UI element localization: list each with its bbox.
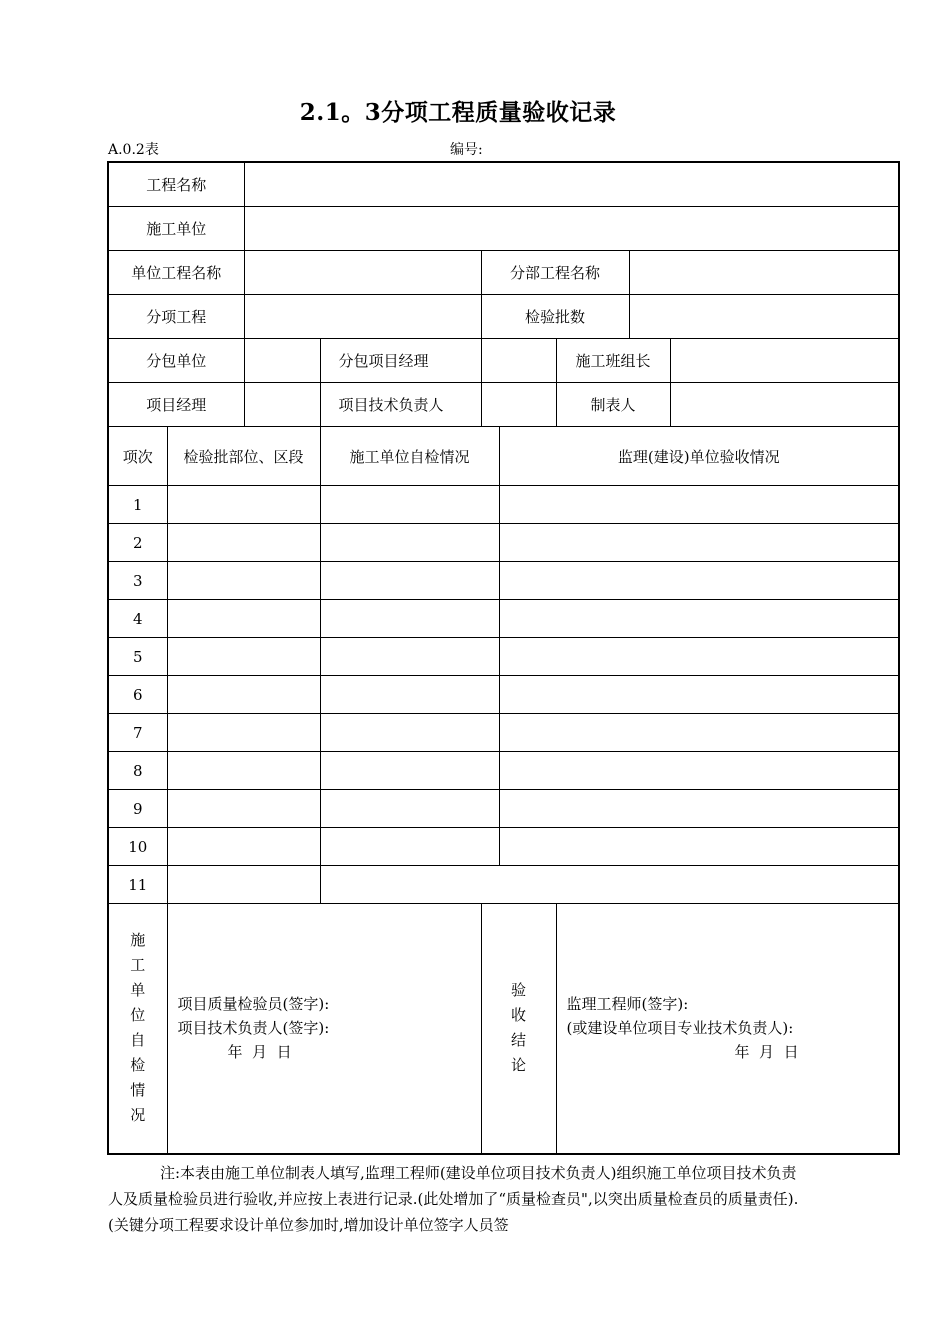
row-headers [108,427,899,486]
self-check-cell[interactable] [320,676,499,714]
item-no: 6 [108,676,167,714]
table-row [108,790,899,828]
table-row [108,676,899,714]
table-row [108,638,899,676]
item-no-header: 项次 [108,427,167,486]
supervision-cell[interactable] [499,638,899,676]
tech-lead-label: 项目技术负责人 [320,383,481,427]
crew-leader-field[interactable] [670,339,899,383]
subcontractor-label: 分包单位 [108,339,244,383]
self-check-cell[interactable] [320,562,499,600]
supervisor-signature-area[interactable] [556,904,899,1154]
table-row [108,752,899,790]
item-no: 3 [108,562,167,600]
supervision-cell[interactable] [499,600,899,638]
acceptance-conclusion-label: 验 收 结 论 [481,904,556,1154]
batch-location-cell[interactable] [167,752,320,790]
table-row [108,866,899,904]
row-pm [108,383,899,427]
contractor-signature-area[interactable] [167,904,481,1154]
table-row [108,714,899,752]
merged-check-cell[interactable] [320,866,899,904]
table-row [108,600,899,638]
owner-tech-lead-signature: (或建设单位项目专业技术负责人): [566,1019,794,1038]
batch-count-label: 检验批数 [481,295,629,339]
self-check-cell[interactable] [320,714,499,752]
table-row [108,524,899,562]
sub-division-name-field[interactable] [629,251,899,295]
item-no: 9 [108,790,167,828]
supervision-cell[interactable] [499,524,899,562]
self-check-header: 施工单位自检情况 [320,427,499,486]
supervision-cell[interactable] [499,562,899,600]
form-id: A.0.2表 [108,142,159,158]
self-check-cell[interactable] [320,524,499,562]
subcontractor-field[interactable] [244,339,320,383]
batch-location-cell[interactable] [167,562,320,600]
batch-location-cell[interactable] [167,714,320,752]
batch-location-cell[interactable] [167,638,320,676]
pm-label: 项目经理 [108,383,244,427]
supervision-cell[interactable] [499,486,899,524]
sub-division-name-label: 分部工程名称 [481,251,629,295]
preparer-field[interactable] [670,383,899,427]
project-name-field[interactable] [244,162,899,207]
item-no: 4 [108,600,167,638]
item-no: 11 [108,866,167,904]
batch-location-cell[interactable] [167,600,320,638]
item-no: 8 [108,752,167,790]
supervisor-signature: 监理工程师(签字): [566,995,689,1014]
contractor-label: 施工单位 [108,207,244,251]
batch-location-header: 检验批部位、区段 [167,427,320,486]
contractor-field[interactable] [244,207,899,251]
crew-leader-label: 施工班组长 [556,339,670,383]
tech-lead-field[interactable] [481,383,556,427]
sub-pm-label: 分包项目经理 [320,339,481,383]
supervisor-date: 年 月 日 [734,1043,799,1062]
quality-inspector-signature: 项目质量检验员(签字): [177,995,330,1014]
footnote: 注:本表由施工单位制表人填写,监理工程师(建设单位项目技术负责人)组织施工单位项目技术负责人及质量检验员进行验收,并应按上表进行记录.(此处增加了“质量检查员",以突出质量检查员的质量责任).(关键分项工程要求设计单位参加时,增加设计单位签字人员签 [108,1164,799,1234]
batch-location-cell[interactable] [167,676,320,714]
supervision-cell[interactable] [499,676,899,714]
self-check-cell[interactable] [320,600,499,638]
item-no: 10 [108,828,167,866]
inspection-record-table [107,161,900,1155]
sub-pm-field[interactable] [481,339,556,383]
project-name-label: 工程名称 [108,162,244,207]
sub-item-field[interactable] [244,295,481,339]
unit-project-name-label: 单位工程名称 [108,251,244,295]
self-check-side-label: 施 工 单 位 自 检 情 况 [108,904,167,1154]
batch-location-cell[interactable] [167,524,320,562]
self-check-cell[interactable] [320,828,499,866]
supervision-cell[interactable] [499,752,899,790]
pm-field[interactable] [244,383,320,427]
table-row [108,828,899,866]
batch-location-cell[interactable] [167,486,320,524]
item-no: 5 [108,638,167,676]
sub-item-label: 分项工程 [108,295,244,339]
row-sub-item [108,295,899,339]
self-check-cell[interactable] [320,486,499,524]
table-row [108,562,899,600]
table-row [108,486,899,524]
self-check-cell[interactable] [320,638,499,676]
item-no: 7 [108,714,167,752]
row-project-name [108,162,899,207]
batch-count-field[interactable] [629,295,899,339]
batch-location-cell[interactable] [167,866,320,904]
supervision-cell[interactable] [499,714,899,752]
unit-project-name-field[interactable] [244,251,481,295]
preparer-label: 制表人 [556,383,670,427]
item-no: 2 [108,524,167,562]
supervision-header: 监理(建设)单位验收情况 [499,427,899,486]
supervision-cell[interactable] [499,790,899,828]
self-check-cell[interactable] [320,790,499,828]
row-signatures [108,904,899,1154]
row-subcontractor [108,339,899,383]
batch-location-cell[interactable] [167,790,320,828]
contractor-date: 年 月 日 [227,1043,292,1062]
item-no: 1 [108,486,167,524]
row-contractor [108,207,899,251]
supervision-cell[interactable] [499,828,899,866]
row-unit-project [108,251,899,295]
tech-lead-signature: 项目技术负责人(签字): [177,1019,330,1038]
batch-location-cell[interactable] [167,828,320,866]
serial-number-label: 编号: [450,142,483,158]
self-check-cell[interactable] [320,752,499,790]
page-title: 2.1。3分项工程质量验收记录 [299,99,617,126]
